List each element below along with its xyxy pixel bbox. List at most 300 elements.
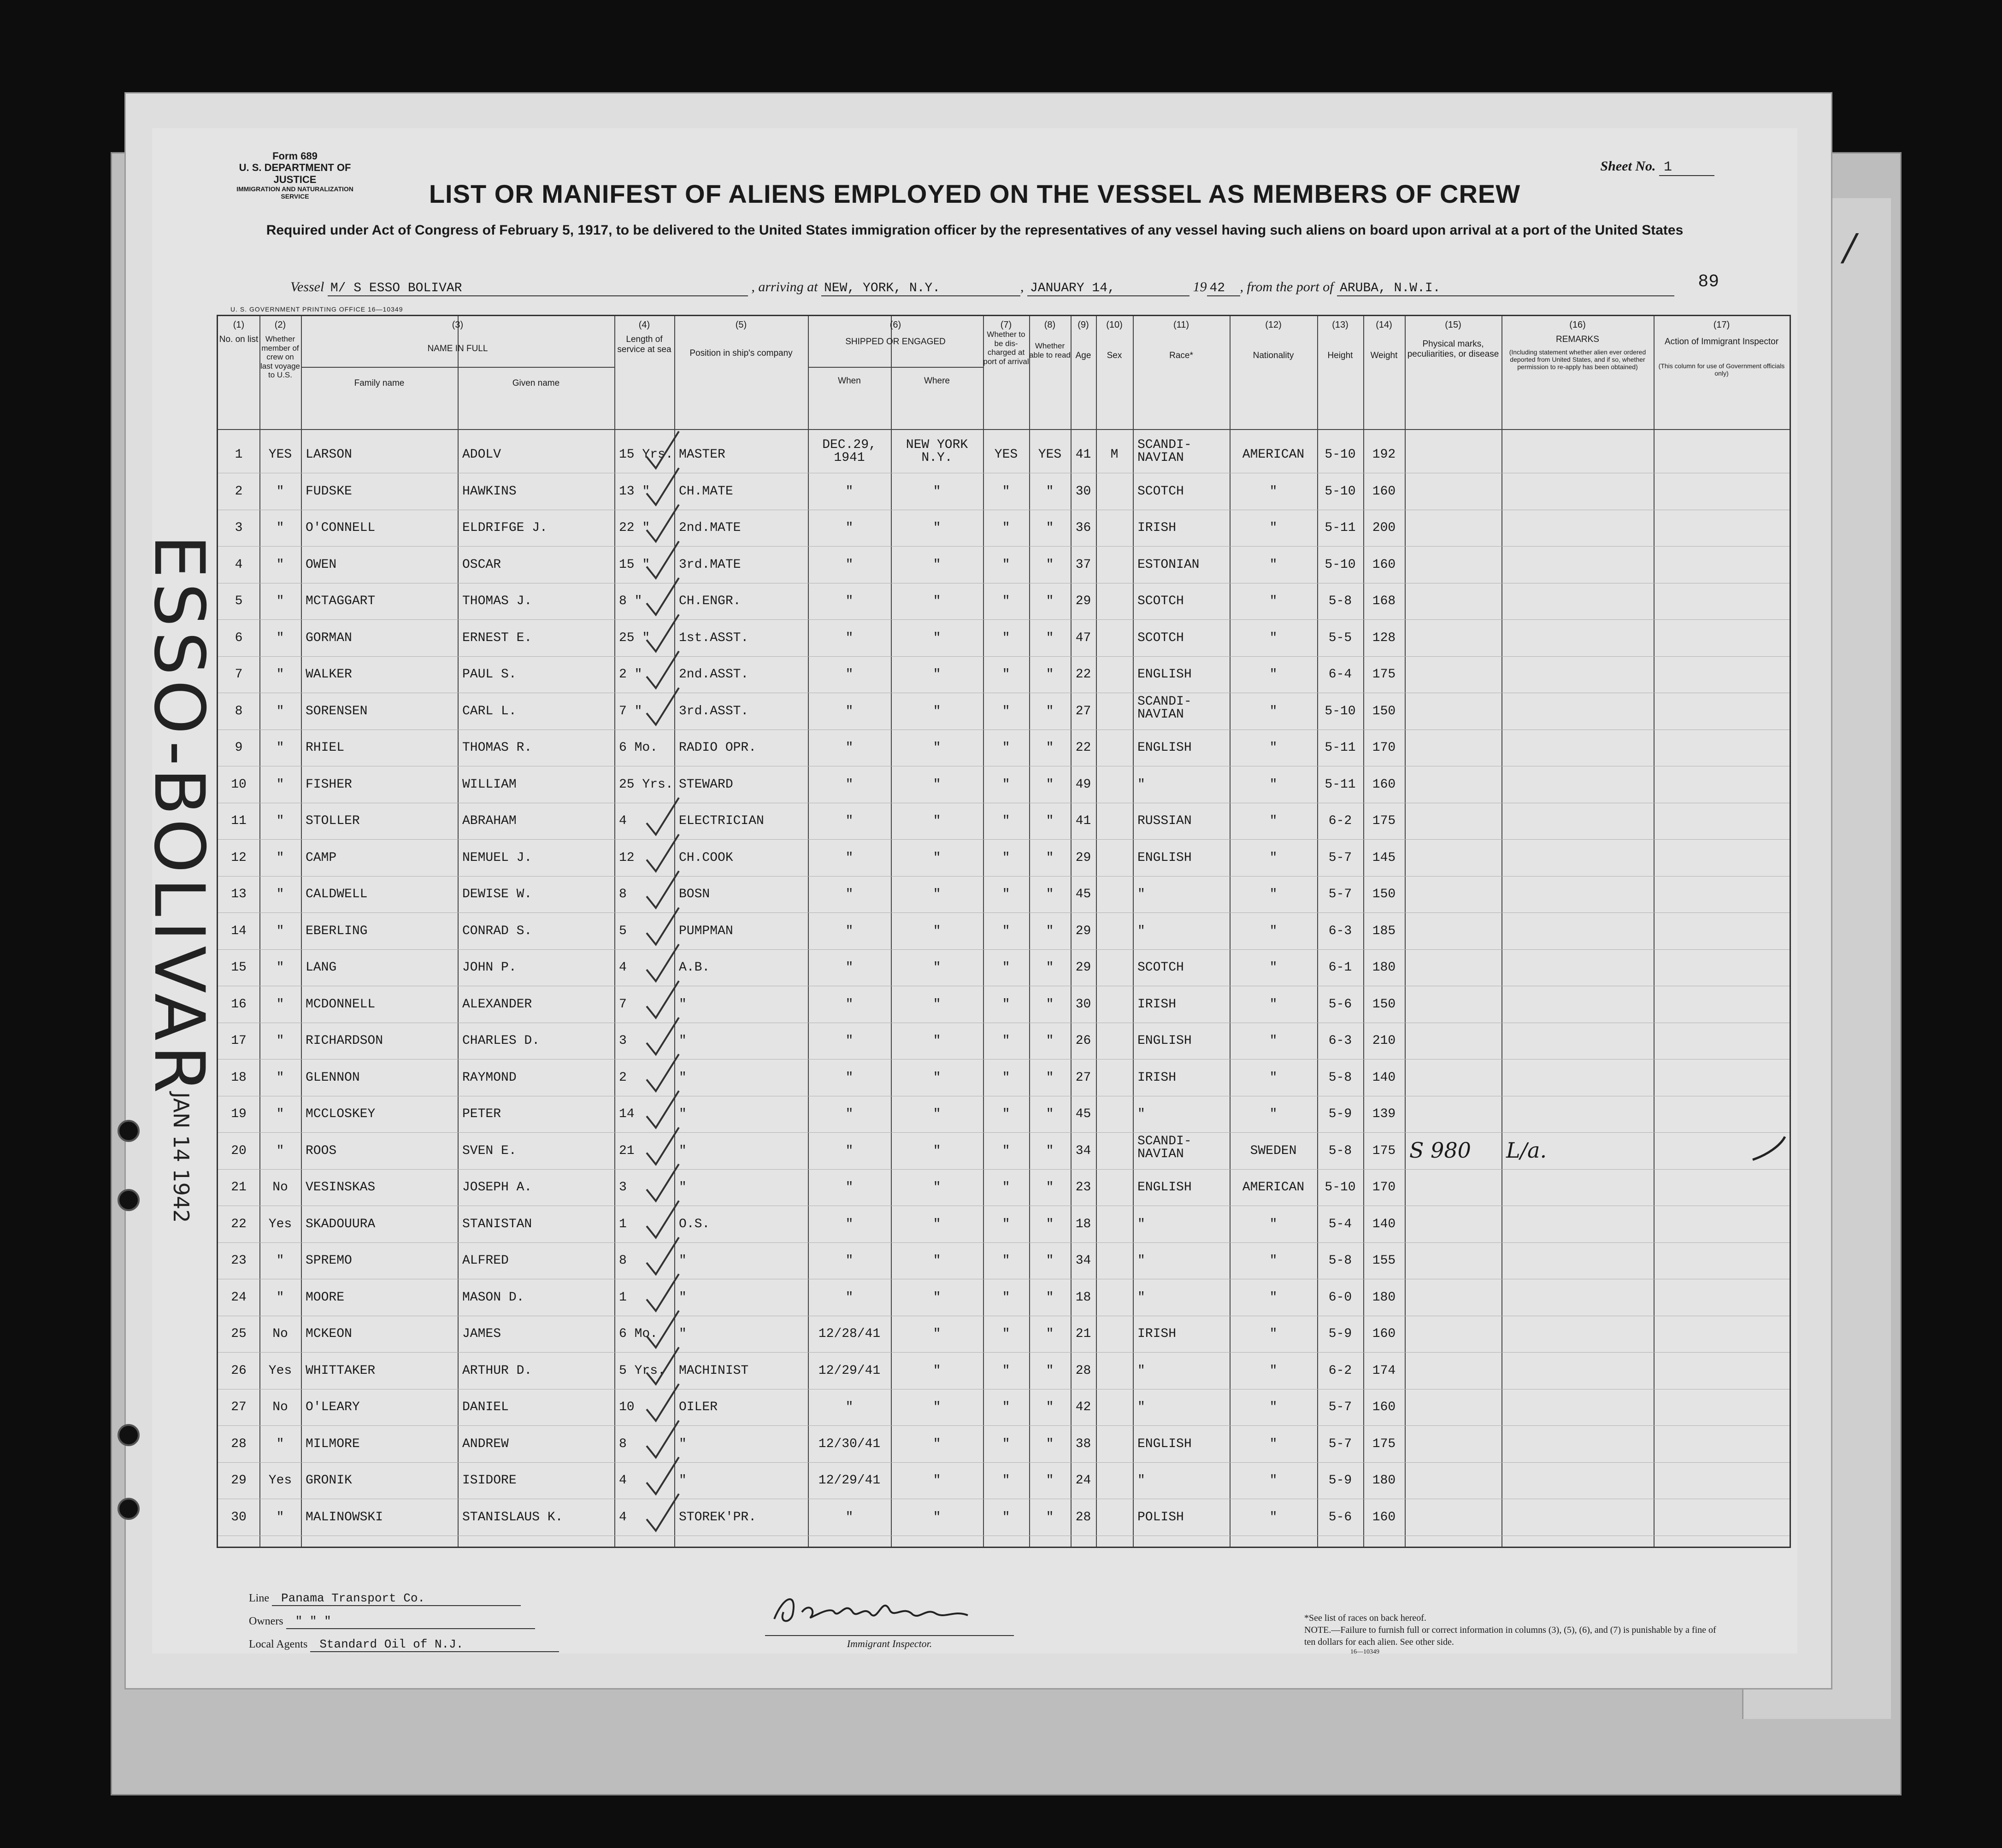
cell-position: STEWARD bbox=[679, 777, 733, 792]
cell-member: " bbox=[276, 924, 284, 938]
cell-position: " bbox=[679, 1107, 687, 1121]
header-nationality: Nationality bbox=[1253, 351, 1294, 360]
cell-no: 15 bbox=[231, 960, 247, 975]
cell-weight: 160 bbox=[1372, 1327, 1396, 1341]
cell-disch: " bbox=[1002, 1363, 1010, 1378]
cell-height: 5-11 bbox=[1325, 521, 1356, 535]
cell-no: 14 bbox=[231, 924, 247, 938]
cell-service: 6 Mo. bbox=[619, 1327, 658, 1341]
cell-member: Yes bbox=[268, 1473, 292, 1488]
cell-family: GRONIK bbox=[306, 1473, 352, 1488]
cell-no: 8 bbox=[235, 704, 243, 718]
cell-given: WILLIAM bbox=[462, 777, 517, 792]
cell-age: 42 bbox=[1075, 1400, 1091, 1414]
column-number: (17) bbox=[1713, 320, 1730, 330]
cell-nat: " bbox=[1269, 667, 1278, 682]
cell-where: " bbox=[933, 1510, 941, 1524]
cell-race: " bbox=[1137, 1254, 1145, 1268]
check-mark bbox=[647, 651, 679, 688]
cell-where: " bbox=[933, 667, 941, 682]
cell-given: ADOLV bbox=[462, 447, 501, 462]
cell-weight: 160 bbox=[1372, 484, 1396, 499]
cell-when: " bbox=[845, 1510, 854, 1524]
cell-no: 6 bbox=[235, 630, 243, 645]
cell-race: SCOTCH bbox=[1137, 630, 1184, 645]
cell-given: OSCAR bbox=[462, 557, 501, 572]
cell-when: " bbox=[845, 924, 854, 938]
cell-race: ENGLISH bbox=[1137, 850, 1192, 865]
cell-race: RUSSIAN bbox=[1137, 814, 1192, 828]
cell-position: 3rd.ASST. bbox=[679, 704, 749, 718]
cell-member: " bbox=[276, 887, 284, 901]
cell-weight: 175 bbox=[1372, 667, 1396, 682]
cell-disch: " bbox=[1002, 704, 1010, 718]
cell-height: 6-2 bbox=[1328, 1363, 1352, 1378]
cell-family: ROOS bbox=[306, 1143, 337, 1158]
cell-weight: 185 bbox=[1372, 924, 1396, 938]
from-label: , from the port of bbox=[1240, 279, 1334, 294]
cell-given: ERNEST E. bbox=[462, 630, 532, 645]
cell-when: " bbox=[845, 1143, 854, 1158]
cell-race: " bbox=[1137, 1473, 1145, 1488]
cell-read: " bbox=[1046, 924, 1054, 938]
column-number: (7) bbox=[1000, 320, 1012, 330]
cell-read: " bbox=[1046, 667, 1054, 682]
cell-nat: " bbox=[1269, 1400, 1278, 1414]
cell-given: CHARLES D. bbox=[462, 1034, 540, 1048]
cell-disch: " bbox=[1002, 777, 1010, 792]
cell-family: MCTAGGART bbox=[306, 594, 376, 608]
cell-member: " bbox=[276, 1034, 284, 1048]
cell-age: 37 bbox=[1075, 557, 1091, 572]
cell-when: " bbox=[845, 1107, 854, 1121]
vessel-label: Vessel bbox=[290, 279, 324, 294]
inspector-signature bbox=[765, 1587, 1014, 1628]
cell-when: " bbox=[845, 557, 854, 572]
cell-when: " bbox=[845, 1070, 854, 1085]
cell-when: " bbox=[845, 850, 854, 865]
cell-age: 45 bbox=[1075, 1107, 1091, 1121]
cell-family: STOLLER bbox=[306, 814, 360, 828]
binder-hole bbox=[118, 1120, 140, 1142]
cell-service: 8 bbox=[619, 887, 627, 901]
column-number: (11) bbox=[1173, 320, 1189, 330]
cell-race: SCANDI- NAVIAN bbox=[1137, 1134, 1192, 1161]
cell-disch: " bbox=[1002, 521, 1010, 535]
cell-nat: " bbox=[1269, 1290, 1278, 1305]
cell-where: " bbox=[933, 1290, 941, 1305]
cell-service: 5 Yrs. bbox=[619, 1363, 665, 1378]
cell-service: 13 " bbox=[619, 484, 650, 499]
check-mark bbox=[647, 1311, 679, 1348]
check-mark bbox=[647, 1128, 679, 1165]
cell-nat: " bbox=[1269, 1436, 1278, 1451]
cell-family: OWEN bbox=[306, 557, 337, 572]
cell-race: SCOTCH bbox=[1137, 594, 1184, 608]
header-service: Length of service at sea bbox=[617, 335, 671, 354]
check-mark bbox=[647, 871, 679, 908]
cell-weight: 192 bbox=[1372, 447, 1396, 462]
cell-disch: " bbox=[1002, 997, 1010, 1012]
cell-member: " bbox=[276, 777, 284, 792]
cell-nat: " bbox=[1269, 814, 1278, 828]
check-mark bbox=[647, 908, 679, 945]
cell-where: " bbox=[933, 594, 941, 608]
cell-read: " bbox=[1046, 521, 1054, 535]
column-number: (13) bbox=[1332, 320, 1348, 330]
cell-read: " bbox=[1046, 1070, 1054, 1085]
cell-race: ENGLISH bbox=[1137, 1180, 1192, 1195]
cell-disch: " bbox=[1002, 1473, 1010, 1488]
cell-when: " bbox=[845, 667, 854, 682]
check-mark bbox=[647, 578, 679, 615]
cell-weight: 155 bbox=[1372, 1254, 1396, 1268]
cell-service: 4 bbox=[619, 1473, 627, 1488]
cell-position: 1st.ASST. bbox=[679, 630, 749, 645]
binder-hole bbox=[118, 1498, 140, 1520]
cell-weight: 145 bbox=[1372, 850, 1396, 865]
cell-where: " bbox=[933, 1363, 941, 1378]
cell-service: 2 " bbox=[619, 667, 642, 682]
margin-mark: / bbox=[1843, 226, 1856, 269]
cell-member: No bbox=[272, 1327, 288, 1341]
check-mark bbox=[647, 1054, 679, 1091]
cell-race: " bbox=[1137, 777, 1145, 792]
cell-height: 5-7 bbox=[1328, 887, 1352, 901]
cell-position: " bbox=[679, 1436, 687, 1451]
cell-nat: " bbox=[1269, 630, 1278, 645]
cell-family: MCDONNELL bbox=[306, 997, 376, 1012]
footer-agents bbox=[249, 1637, 559, 1652]
cell-race: " bbox=[1137, 887, 1145, 901]
cell-age: 22 bbox=[1075, 741, 1091, 755]
cell-read: " bbox=[1046, 741, 1054, 755]
cell-age: 29 bbox=[1075, 960, 1091, 975]
cell-service: 7 bbox=[619, 997, 627, 1012]
arrival-date: JANUARY 14, bbox=[1027, 281, 1189, 296]
cell-disch: " bbox=[1002, 960, 1010, 975]
cell-race: IRISH bbox=[1137, 1070, 1177, 1085]
cell-position: " bbox=[679, 1143, 687, 1158]
cell-weight: 180 bbox=[1372, 1290, 1396, 1305]
cell-where: " bbox=[933, 630, 941, 645]
cell-when: " bbox=[845, 777, 854, 792]
cell-service: 3 bbox=[619, 1034, 627, 1048]
cell-disch: " bbox=[1002, 1143, 1010, 1158]
crew-table bbox=[217, 315, 1791, 1548]
cell-given: NEMUEL J. bbox=[462, 850, 532, 865]
agents-label: Local Agents bbox=[249, 1638, 308, 1650]
cell-read: " bbox=[1046, 814, 1054, 828]
header-action: Action of Immigrant Inspector bbox=[1664, 337, 1779, 347]
cell-read: " bbox=[1046, 1436, 1054, 1451]
cell-given: CARL L. bbox=[462, 704, 517, 718]
cell-age: 26 bbox=[1075, 1034, 1091, 1048]
cell-age: 30 bbox=[1075, 997, 1091, 1012]
cell-member: " bbox=[276, 594, 284, 608]
cell-where: " bbox=[933, 924, 941, 938]
sheet-number bbox=[1601, 159, 1715, 176]
cell-disch: " bbox=[1002, 1034, 1010, 1048]
cell-height: 5-10 bbox=[1325, 484, 1356, 499]
cell-when: " bbox=[845, 704, 854, 718]
cell-member: " bbox=[276, 630, 284, 645]
cell-no: 30 bbox=[231, 1510, 247, 1524]
cell-service: 2 bbox=[619, 1070, 627, 1085]
cell-nat: " bbox=[1269, 557, 1278, 572]
cell-no: 5 bbox=[235, 594, 243, 608]
cell-age: 29 bbox=[1075, 594, 1091, 608]
cell-read: " bbox=[1046, 850, 1054, 865]
cell-family: SPREMO bbox=[306, 1254, 352, 1268]
cell-position: MACHINIST bbox=[679, 1363, 749, 1378]
cell-given: ABRAHAM bbox=[462, 814, 517, 828]
cell-family: SORENSEN bbox=[306, 704, 368, 718]
cell-weight: 168 bbox=[1372, 594, 1396, 608]
vessel-name: M/ S ESSO BOLIVAR bbox=[328, 281, 748, 296]
cell-race: " bbox=[1137, 1290, 1145, 1305]
cell-service: 3 bbox=[619, 1180, 627, 1195]
cell-nat: " bbox=[1269, 997, 1278, 1012]
cell-given: JOSEPH A. bbox=[462, 1180, 532, 1195]
cell-nat: " bbox=[1269, 1217, 1278, 1231]
cell-family: FISHER bbox=[306, 777, 352, 792]
cell-given: ANDREW bbox=[462, 1436, 509, 1451]
cell-race: ENGLISH bbox=[1137, 1034, 1192, 1048]
cell-read: " bbox=[1046, 960, 1054, 975]
cell-position: " bbox=[679, 1070, 687, 1085]
cell-age: 41 bbox=[1075, 814, 1091, 828]
page-subtitle: Required under Act of Congress of February 5, 1917, to be delivered to the United States immigration officer by the representatives of any vessel having such aliens on board upon arrival at a port of the United States bbox=[266, 223, 1684, 238]
cell-read: " bbox=[1046, 777, 1054, 792]
cell-member: " bbox=[276, 960, 284, 975]
cell-read: " bbox=[1046, 557, 1054, 572]
cell-family: SKADOUURA bbox=[306, 1217, 376, 1231]
cell-member: " bbox=[276, 997, 284, 1012]
cell-height: 6-1 bbox=[1328, 960, 1352, 975]
cell-where: " bbox=[933, 557, 941, 572]
cell-weight: 150 bbox=[1372, 704, 1396, 718]
cell-disch: " bbox=[1002, 741, 1010, 755]
cell-height: 5-9 bbox=[1328, 1107, 1352, 1121]
races-note: *See list of races on back hereof. bbox=[1304, 1613, 1426, 1623]
cell-member: Yes bbox=[268, 1217, 292, 1231]
cell-service: 4 bbox=[619, 814, 627, 828]
cell-where: " bbox=[933, 1254, 941, 1268]
cell-no: 16 bbox=[231, 997, 247, 1012]
column-number: (10) bbox=[1106, 320, 1123, 330]
cell-member: " bbox=[276, 1436, 284, 1451]
service: IMMIGRATION AND NATURALIZATION SERVICE bbox=[236, 185, 353, 200]
binder-hole bbox=[118, 1189, 140, 1211]
cell-where: " bbox=[933, 1473, 941, 1488]
cell-where: " bbox=[933, 484, 941, 499]
cell-disch: YES bbox=[994, 447, 1018, 462]
cell-service: 1 bbox=[619, 1290, 627, 1305]
cell-no: 17 bbox=[231, 1034, 247, 1048]
vessel-stamp: ESSO-BOLIVAR bbox=[139, 535, 219, 1098]
cell-where: " bbox=[933, 1107, 941, 1121]
cell-when: " bbox=[845, 960, 854, 975]
cell-when: " bbox=[845, 484, 854, 499]
cell-disch: " bbox=[1002, 1107, 1010, 1121]
footer-owners bbox=[249, 1614, 535, 1629]
cell-race: IRISH bbox=[1137, 521, 1177, 535]
cell-where: NEW YORK N.Y. bbox=[906, 438, 968, 465]
cell-family: CAMP bbox=[306, 850, 337, 865]
year-suffix: 42 bbox=[1207, 281, 1240, 296]
cell-member: " bbox=[276, 741, 284, 755]
cell-no: 24 bbox=[231, 1290, 247, 1305]
cell-no: 2 bbox=[235, 484, 243, 499]
cell-disch: " bbox=[1002, 924, 1010, 938]
cell-disch: " bbox=[1002, 1510, 1010, 1524]
cell-height: 5-7 bbox=[1328, 1400, 1352, 1414]
sheet-value: 1 bbox=[1659, 159, 1714, 176]
cell-read: " bbox=[1046, 1290, 1054, 1305]
cell-height: 5-4 bbox=[1328, 1217, 1352, 1231]
cell-race: " bbox=[1137, 1107, 1145, 1121]
cell-disch: " bbox=[1002, 1290, 1010, 1305]
cell-nat: " bbox=[1269, 1473, 1278, 1488]
vessel-line: Vessel M/ S ESSO BOLIVAR , arriving at NEW, YORK, N.Y. , JANUARY 14, 19 42 , from the port of ARUBA, N.W.I. bbox=[290, 279, 1719, 296]
check-mark bbox=[647, 1018, 679, 1054]
cell-when: DEC.29, 1941 bbox=[822, 438, 877, 465]
column-number: (9) bbox=[1078, 320, 1089, 330]
cell-family: WALKER bbox=[306, 667, 352, 682]
cell-weight: 150 bbox=[1372, 887, 1396, 901]
cell-nat: " bbox=[1269, 777, 1278, 792]
cell-read: " bbox=[1046, 997, 1054, 1012]
cell-read: " bbox=[1046, 887, 1054, 901]
cell-where: " bbox=[933, 1143, 941, 1158]
cell-position: OILER bbox=[679, 1400, 718, 1414]
cell-position: " bbox=[679, 1290, 687, 1305]
cell-weight: 175 bbox=[1372, 814, 1396, 828]
cell-disch: " bbox=[1002, 814, 1010, 828]
cell-position: 3rd.MATE bbox=[679, 557, 741, 572]
cell-age: 45 bbox=[1075, 887, 1091, 901]
cell-family: O'LEARY bbox=[306, 1400, 360, 1414]
cell-disch: " bbox=[1002, 594, 1010, 608]
cell-read: " bbox=[1046, 1473, 1054, 1488]
check-mark bbox=[647, 1274, 679, 1311]
cell-family: RICHARDSON bbox=[306, 1034, 383, 1048]
cell-race: POLISH bbox=[1137, 1510, 1184, 1524]
cell-family: WHITTAKER bbox=[306, 1363, 376, 1378]
cell-nat: " bbox=[1269, 704, 1278, 718]
header-sex: Sex bbox=[1107, 351, 1122, 360]
owners-value: " " " bbox=[286, 1614, 535, 1629]
header-discharged: Whether to be dis-charged at port of arrival bbox=[983, 330, 1029, 366]
check-mark bbox=[647, 1091, 679, 1128]
cell-service: 15 Yrs. bbox=[619, 447, 673, 462]
action-tick bbox=[1753, 1137, 1785, 1160]
cell-height: 5-11 bbox=[1325, 777, 1356, 792]
cell-nat: " bbox=[1269, 960, 1278, 975]
cell-position: CH.MATE bbox=[679, 484, 733, 499]
cell-height: 5-9 bbox=[1328, 1327, 1352, 1341]
cell-where: " bbox=[933, 1180, 941, 1195]
cell-race: " bbox=[1137, 924, 1145, 938]
cell-weight: 174 bbox=[1372, 1363, 1396, 1378]
cell-when: " bbox=[845, 1400, 854, 1414]
cell-position: CH.ENGR. bbox=[679, 594, 741, 608]
cell-family: MALINOWSKI bbox=[306, 1510, 383, 1524]
cell-family: FUDSKE bbox=[306, 484, 352, 499]
cell-no: 21 bbox=[231, 1180, 247, 1195]
date-stamp: JAN 14 1942 bbox=[169, 1092, 194, 1223]
header-name: NAME IN FULL bbox=[427, 344, 488, 353]
cell-disch: " bbox=[1002, 850, 1010, 865]
cell-where: " bbox=[933, 997, 941, 1012]
cell-family: VESINSKAS bbox=[306, 1180, 376, 1195]
check-mark bbox=[647, 1384, 679, 1421]
cell-no: 26 bbox=[231, 1363, 247, 1378]
cell-weight: 160 bbox=[1372, 777, 1396, 792]
cell-service: 8 bbox=[619, 1254, 627, 1268]
check-mark bbox=[647, 1237, 679, 1274]
cell-age: 34 bbox=[1075, 1143, 1091, 1158]
cell-read: " bbox=[1046, 1107, 1054, 1121]
owners-label: Owners bbox=[249, 1615, 283, 1627]
cell-family: GORMAN bbox=[306, 630, 352, 645]
cell-race: SCOTCH bbox=[1137, 484, 1184, 499]
cell-height: 6-2 bbox=[1328, 814, 1352, 828]
cell-member: " bbox=[276, 484, 284, 499]
cell-member: " bbox=[276, 1510, 284, 1524]
cell-weight: 170 bbox=[1372, 741, 1396, 755]
cell-weight: 175 bbox=[1372, 1436, 1396, 1451]
cell-age: 18 bbox=[1075, 1217, 1091, 1231]
cell-position: RADIO OPR. bbox=[679, 741, 757, 755]
cell-family: LANG bbox=[306, 960, 337, 975]
cell-service: 25 " bbox=[619, 630, 650, 645]
cell-no: 27 bbox=[231, 1400, 247, 1414]
cell-no: 18 bbox=[231, 1070, 247, 1085]
cell-given: ALFRED bbox=[462, 1254, 509, 1268]
page-number: 89 bbox=[1698, 272, 1719, 292]
cell-height: 5-10 bbox=[1325, 1180, 1356, 1195]
cell-read: " bbox=[1046, 630, 1054, 645]
column-number: (5) bbox=[735, 320, 747, 330]
cell-race: " bbox=[1137, 1363, 1145, 1378]
cell-position: A.B. bbox=[679, 960, 710, 975]
cell-age: 28 bbox=[1075, 1510, 1091, 1524]
footer-note bbox=[1304, 1612, 1719, 1656]
cell-service: 4 bbox=[619, 1510, 627, 1524]
agents-value: Standard Oil of N.J. bbox=[310, 1637, 559, 1652]
cell-height: 5-8 bbox=[1328, 1070, 1352, 1085]
cell-disch: " bbox=[1002, 1400, 1010, 1414]
header-given: Given name bbox=[512, 378, 560, 388]
cell-height: 5-10 bbox=[1325, 704, 1356, 718]
cell-weight: 160 bbox=[1372, 1400, 1396, 1414]
cell-given: PAUL S. bbox=[462, 667, 517, 682]
cell-weight: 160 bbox=[1372, 1510, 1396, 1524]
check-mark bbox=[647, 798, 679, 835]
header-family: Family name bbox=[354, 378, 405, 388]
cell-member: " bbox=[276, 1107, 284, 1121]
cell-read: " bbox=[1046, 1143, 1054, 1158]
cell-no: 3 bbox=[235, 521, 243, 535]
header-race: Race* bbox=[1169, 351, 1193, 360]
cell-where: " bbox=[933, 1400, 941, 1414]
cell-position: PUMPMAN bbox=[679, 924, 733, 938]
cell-member: " bbox=[276, 814, 284, 828]
cell-phys: S 980 bbox=[1409, 1137, 1471, 1163]
cell-age: 23 bbox=[1075, 1180, 1091, 1195]
